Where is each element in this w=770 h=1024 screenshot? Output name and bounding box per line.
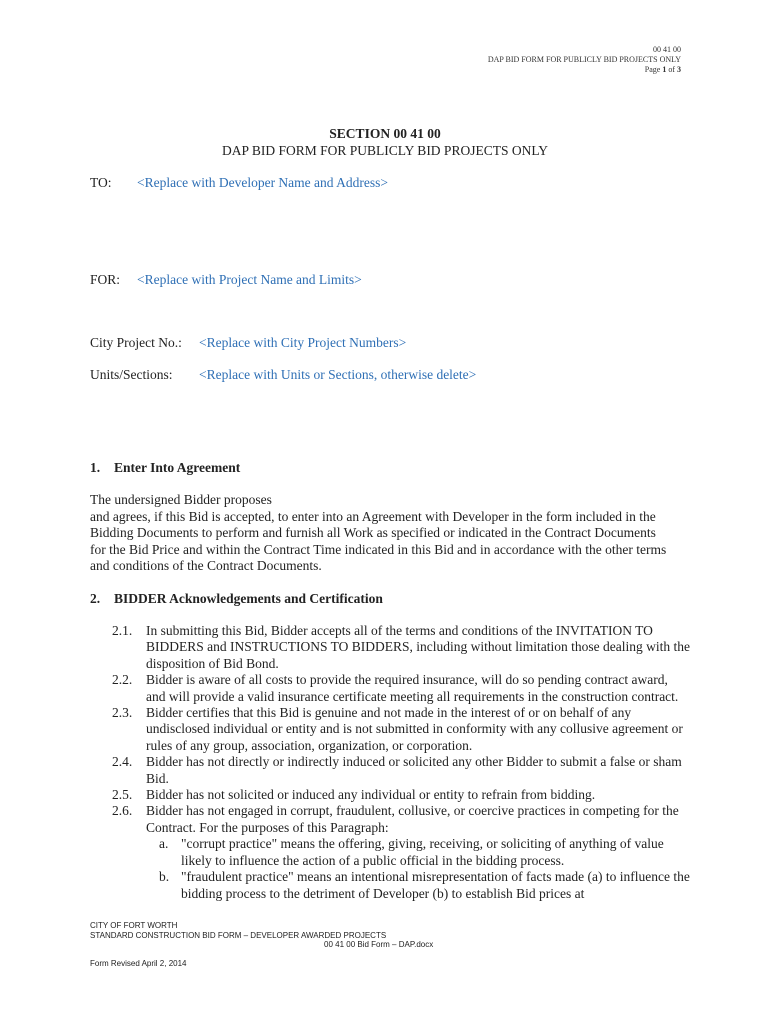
page-number: 1 — [662, 65, 667, 74]
section-1-number: 1. — [90, 460, 101, 475]
sub-list-item — [90, 869, 690, 902]
page-prefix: Page — [644, 65, 663, 74]
for-placeholder[interactable]: <Replace with Project Name and Limits> — [137, 272, 362, 287]
for-label: FOR: — [90, 272, 121, 287]
section-2-list — [90, 623, 690, 902]
page-header — [488, 45, 681, 75]
header-page-indicator — [488, 65, 681, 75]
city-project-placeholder[interactable]: <Replace with City Project Numbers> — [199, 335, 407, 350]
footer-city: CITY OF FORT WORTH — [90, 921, 178, 930]
list-item — [90, 705, 690, 754]
section-1-body: and agrees, if this Bid is accepted, to enter into an Agreement with Developer in the form included in the Bidding Documents to perform and furnish all Work as specified or indicated in the Contract Documents for the Bid Price and within the Contract Time indicated in this Bid and in accordance with the other terms and conditions of the Contract Documents. — [90, 508, 667, 573]
item-text: Bidder certifies that this Bid is genuine and not made in the interest of or on behalf of any undisclosed individual or entity and is not submitted in conformity with any collusive agreement or rules of any group, association, organization, or corporation. — [146, 705, 683, 753]
list-item — [90, 623, 690, 672]
list-item — [90, 672, 690, 705]
footer-revised-date: Form Revised April 2, 2014 — [90, 958, 187, 968]
city-project-label: City Project No.: — [90, 335, 182, 350]
item-text: Bidder has not solicited or induced any individual or entity to refrain from bidding. — [146, 787, 596, 803]
item-number: 2.3. — [112, 705, 133, 721]
item-number: 2.1. — [112, 623, 133, 638]
page-of: of — [666, 65, 677, 74]
item-text: In submitting this Bid, Bidder accepts all of the terms and conditions of the INVITATION TO BIDDERS and INSTRUCTIONS TO BIDDERS, including without limitation those dealing with the disposition of Bid Bond. — [146, 623, 690, 671]
list-item — [90, 787, 690, 803]
page-footer — [90, 921, 433, 968]
section-1-paragraph — [90, 492, 675, 575]
section-2-number: 2. — [90, 591, 101, 606]
item-number: 2.4. — [112, 754, 133, 770]
header-document-title: DAP BID FORM FOR PUBLICLY BID PROJECTS ONLY — [487, 55, 681, 64]
document-subtitle: DAP BID FORM FOR PUBLICLY BID PROJECTS ONLY — [222, 143, 548, 158]
sub-item-text: "corrupt practice" means the offering, giving, receiving, or soliciting of anything of value likely to influence the action of a public official in the bidding process. — [181, 836, 664, 868]
item-text: Bidder has not engaged in corrupt, fraudulent, collusive, or coercive practices in competing for the Contract. For the purposes of this Paragraph: — [146, 803, 679, 835]
item-number: 2.6. — [112, 803, 133, 819]
item-text: Bidder has not directly or indirectly induced or solicited any other Bidder to submit a false or sham Bid. — [146, 754, 682, 786]
to-placeholder[interactable]: <Replace with Developer Name and Address> — [137, 175, 389, 190]
footer-file-name: 00 41 00 Bid Form – DAP.docx — [324, 940, 434, 949]
list-item — [90, 803, 690, 836]
item-text: Bidder is aware of all costs to provide the required insurance, will do so pending contract award, and will provide a valid insurance certificate meeting all requirements in the construction contract. — [146, 672, 679, 704]
header-section-number: 00 41 00 — [653, 45, 681, 54]
units-sections-placeholder[interactable]: <Replace with Units or Sections, otherwise delete> — [199, 367, 477, 382]
footer-form-name: STANDARD CONSTRUCTION BID FORM – DEVELOPER AWARDED PROJECTS — [90, 930, 387, 940]
sub-item-letter: a. — [159, 836, 169, 852]
page-total: 3 — [677, 65, 681, 74]
to-label: TO: — [90, 175, 112, 190]
section-1-heading — [90, 460, 240, 476]
section-title: SECTION 00 41 00 — [329, 126, 441, 141]
item-number: 2.5. — [112, 787, 133, 803]
section-1-first-line: The undersigned Bidder proposes — [90, 492, 272, 507]
sub-list-item — [90, 836, 690, 869]
section-2-title: BIDDER Acknowledgements and Certification — [114, 591, 383, 606]
section-2-heading — [90, 591, 383, 607]
sub-item-letter: b. — [159, 869, 170, 885]
item-number: 2.2. — [112, 672, 133, 688]
list-item — [90, 754, 690, 787]
sub-item-text: "fraudulent practice" means an intentional misrepresentation of facts made (a) to influence the bidding process to the detriment of Developer (b) to establish Bid prices at — [181, 869, 690, 901]
section-1-title: Enter Into Agreement — [114, 460, 241, 475]
units-sections-label: Units/Sections: — [90, 367, 173, 382]
